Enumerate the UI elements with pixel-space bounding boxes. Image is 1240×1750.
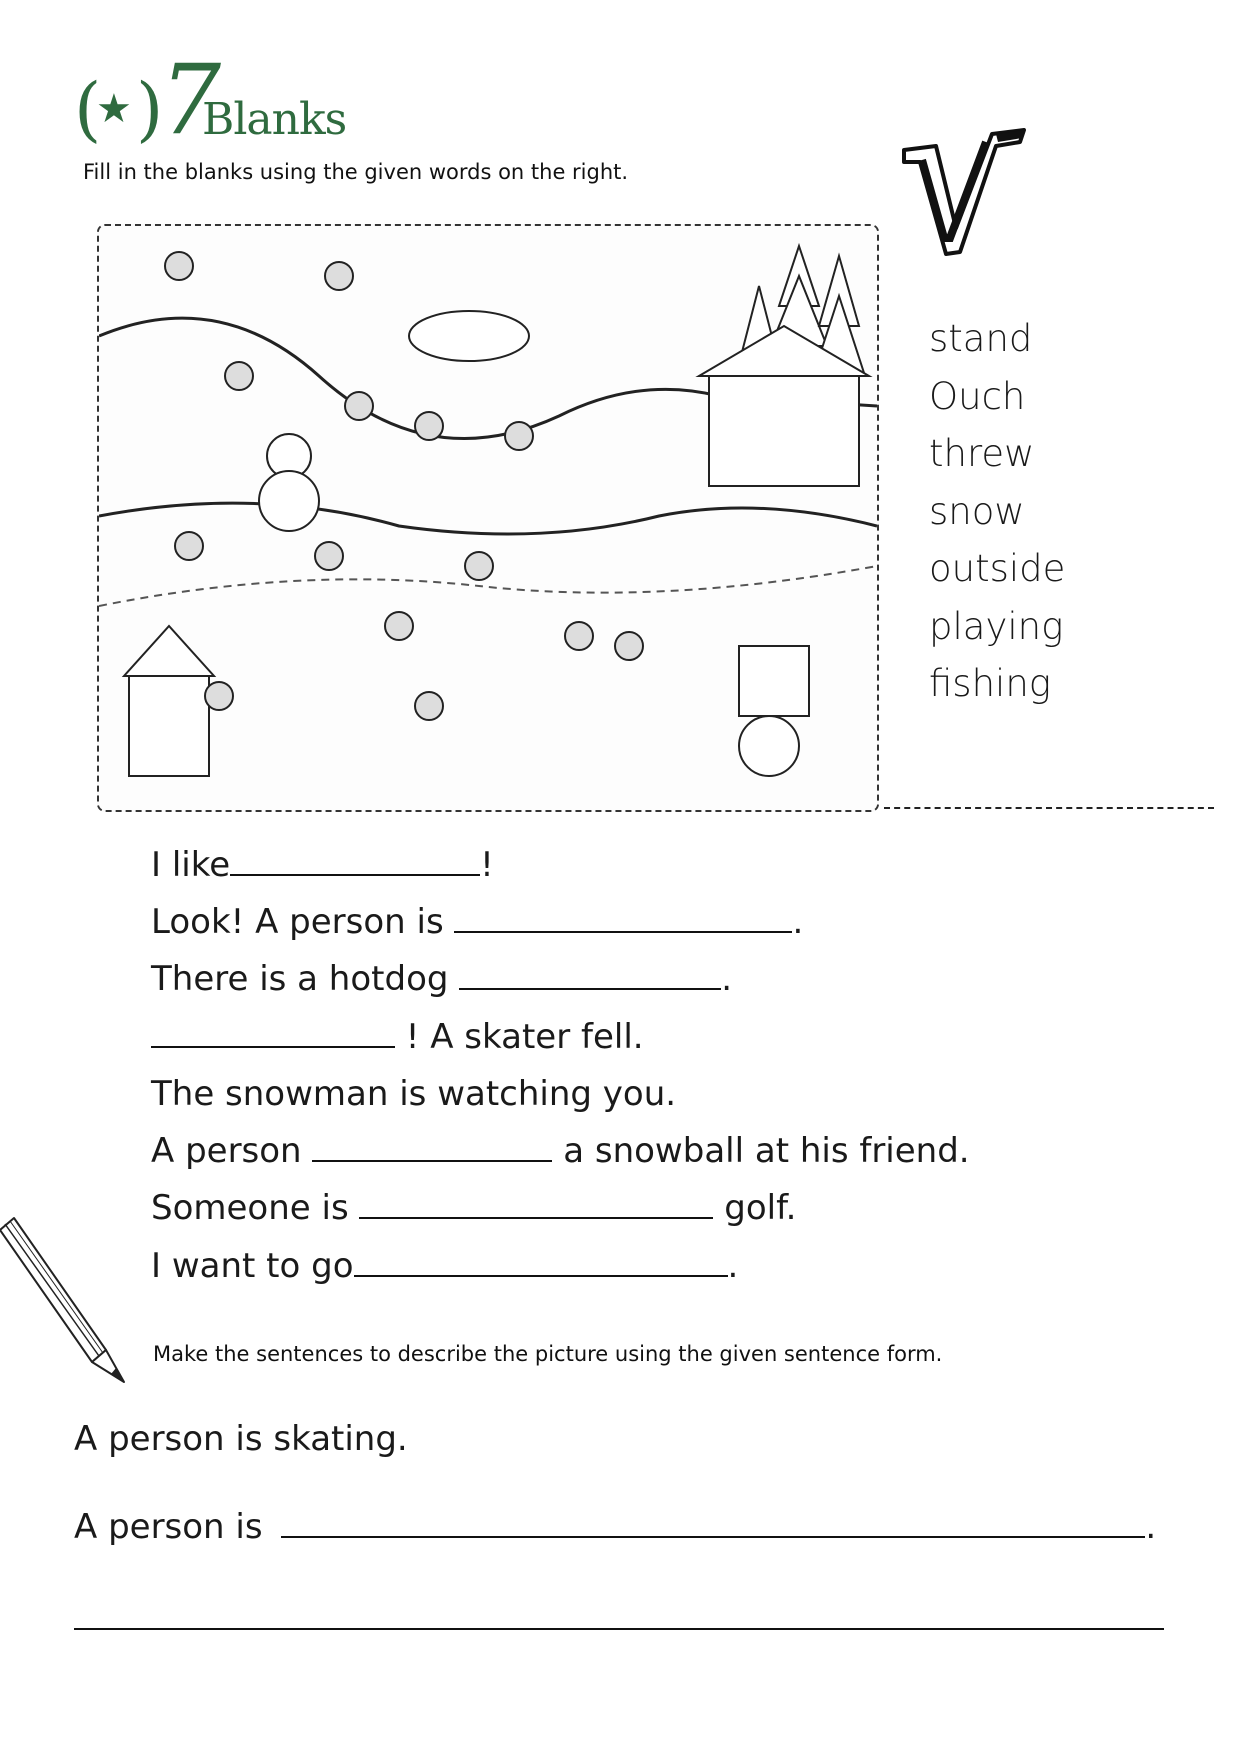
sentence-text: . bbox=[1145, 1507, 1157, 1547]
sentence-text: golf. bbox=[713, 1188, 797, 1228]
word-bank-item: playing bbox=[929, 605, 1064, 648]
logo-close-paren: ) bbox=[136, 68, 164, 150]
sentence-2 bbox=[151, 902, 804, 942]
sentence-text: . bbox=[727, 1246, 739, 1286]
star-icon: ★ bbox=[96, 86, 132, 132]
answer-blank[interactable] bbox=[359, 1191, 713, 1219]
sentence-text: I want to go bbox=[151, 1246, 354, 1286]
answer-blank[interactable] bbox=[281, 1510, 1145, 1538]
answer-blank[interactable] bbox=[230, 848, 480, 876]
sentence-text: A person bbox=[151, 1131, 313, 1171]
word-bank-item: outside bbox=[929, 547, 1066, 590]
answer-line[interactable] bbox=[74, 1628, 1164, 1630]
word-bank-item: fishing bbox=[929, 662, 1051, 705]
sentence-7 bbox=[151, 1188, 797, 1228]
sentence-8 bbox=[151, 1246, 739, 1286]
sentence-3 bbox=[151, 959, 733, 999]
sentence-text: I like bbox=[151, 845, 231, 885]
logo-title: Blanks bbox=[202, 94, 347, 145]
sentence-text: . bbox=[721, 959, 733, 999]
dashed-divider bbox=[884, 807, 1214, 809]
word-bank-item: threw bbox=[929, 432, 1035, 475]
sentence-5: The snowman is watching you. bbox=[151, 1074, 677, 1114]
answer-blank[interactable] bbox=[454, 905, 792, 933]
instruction-text: Fill in the blanks using the given words on the right. bbox=[83, 160, 629, 184]
sentence-1 bbox=[151, 845, 494, 885]
worksheet-logo bbox=[74, 44, 347, 156]
letter-v-icon bbox=[900, 120, 1030, 260]
logo-number: 7 bbox=[160, 44, 222, 156]
winter-scene-illustration bbox=[97, 224, 879, 812]
sentence-4 bbox=[151, 1017, 644, 1057]
sentence-prompt bbox=[74, 1507, 1157, 1547]
word-bank-item: snow bbox=[929, 490, 1025, 533]
answer-blank[interactable] bbox=[459, 962, 721, 990]
pencil-icon bbox=[0, 1210, 130, 1390]
word-bank-item: Ouch bbox=[929, 375, 1026, 418]
answer-blank[interactable] bbox=[354, 1249, 728, 1277]
sentence-6 bbox=[151, 1131, 970, 1171]
word-bank-item: stand bbox=[929, 317, 1033, 360]
answer-blank[interactable] bbox=[312, 1134, 552, 1162]
sentence-text: There is a hotdog bbox=[151, 959, 460, 999]
sentence-text: ! A skater fell. bbox=[395, 1017, 644, 1057]
sentence-text: a snowball at his friend. bbox=[552, 1131, 970, 1171]
answer-blank[interactable] bbox=[151, 1020, 395, 1048]
sentence-text: . bbox=[792, 902, 804, 942]
logo-open-paren: ( bbox=[74, 68, 102, 150]
sentence-text: ! bbox=[480, 845, 494, 885]
example-sentence: A person is skating. bbox=[74, 1419, 408, 1459]
sentence-text: Someone is bbox=[151, 1188, 360, 1228]
sentence-text: A person is bbox=[74, 1507, 274, 1547]
section2-instruction: Make the sentences to describe the picture using the given sentence form. bbox=[153, 1342, 943, 1366]
sentence-text: Look! A person is bbox=[151, 902, 455, 942]
